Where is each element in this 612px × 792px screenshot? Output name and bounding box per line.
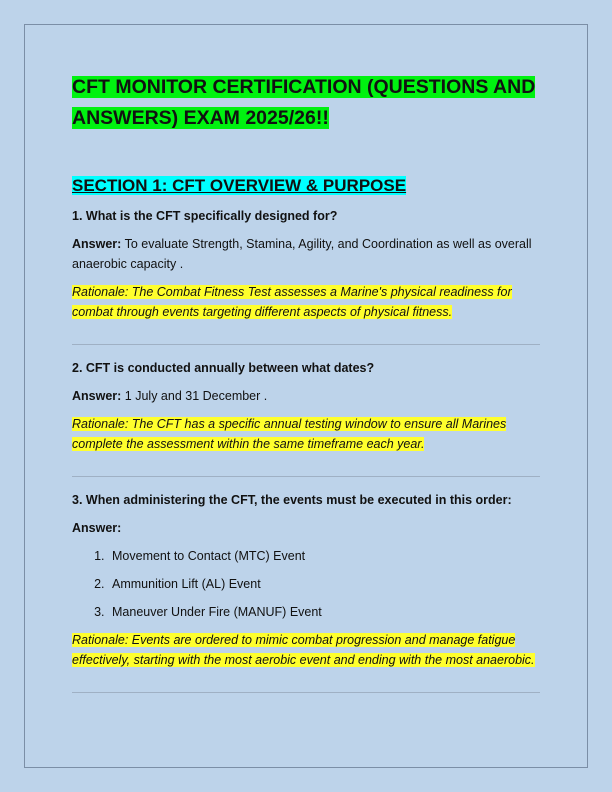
document-title: CFT MONITOR CERTIFICATION (QUESTIONS AND ANSWERS) EXAM 2025/26!!: [72, 76, 536, 129]
answer-text: [72, 386, 540, 406]
qa-item: [72, 206, 540, 322]
question-text: 3. When administering the CFT, the events must be executed in this order:: [72, 493, 512, 507]
divider: [72, 476, 540, 477]
rationale-text: Rationale: The CFT has a specific annual testing window to ensure all Marines complete the assessment within the same timeframe each year.: [72, 417, 507, 451]
list-item: 1. Movement to Contact (MTC) Event: [108, 546, 540, 566]
answer-text: [72, 518, 540, 538]
answer-value: 1 July and 31 December .: [121, 389, 268, 403]
divider: [72, 692, 540, 693]
document-body: [72, 72, 540, 693]
list-item: 2. Ammunition Lift (AL) Event: [108, 574, 540, 594]
answer-label: Answer:: [72, 389, 122, 403]
divider: [72, 344, 540, 345]
answer-label: Answer:: [72, 521, 122, 535]
qa-item: [72, 358, 540, 454]
rationale-text: Rationale: Events are ordered to mimic combat progression and manage fatigue effectively, starting with the most aerobic event and ending with the most anaerobic.: [72, 633, 535, 667]
qa-item: [72, 490, 540, 670]
answer-value: To evaluate Strength, Stamina, Agility, and Coordination as well as overall anaerobic capacity .: [72, 237, 532, 271]
rationale-text: Rationale: The Combat Fitness Test assesses a Marine's physical readiness for combat through events targeting different aspects of physical fitness.: [72, 285, 512, 319]
list-item: 3. Maneuver Under Fire (MANUF) Event: [108, 602, 540, 622]
answer-text: [72, 234, 540, 274]
answer-label: Answer:: [72, 237, 122, 251]
event-order-list: [72, 546, 540, 622]
question-text: 1. What is the CFT specifically designed for?: [72, 209, 338, 223]
section-heading: SECTION 1: CFT OVERVIEW & PURPOSE: [72, 176, 407, 195]
question-text: 2. CFT is conducted annually between what dates?: [72, 361, 375, 375]
